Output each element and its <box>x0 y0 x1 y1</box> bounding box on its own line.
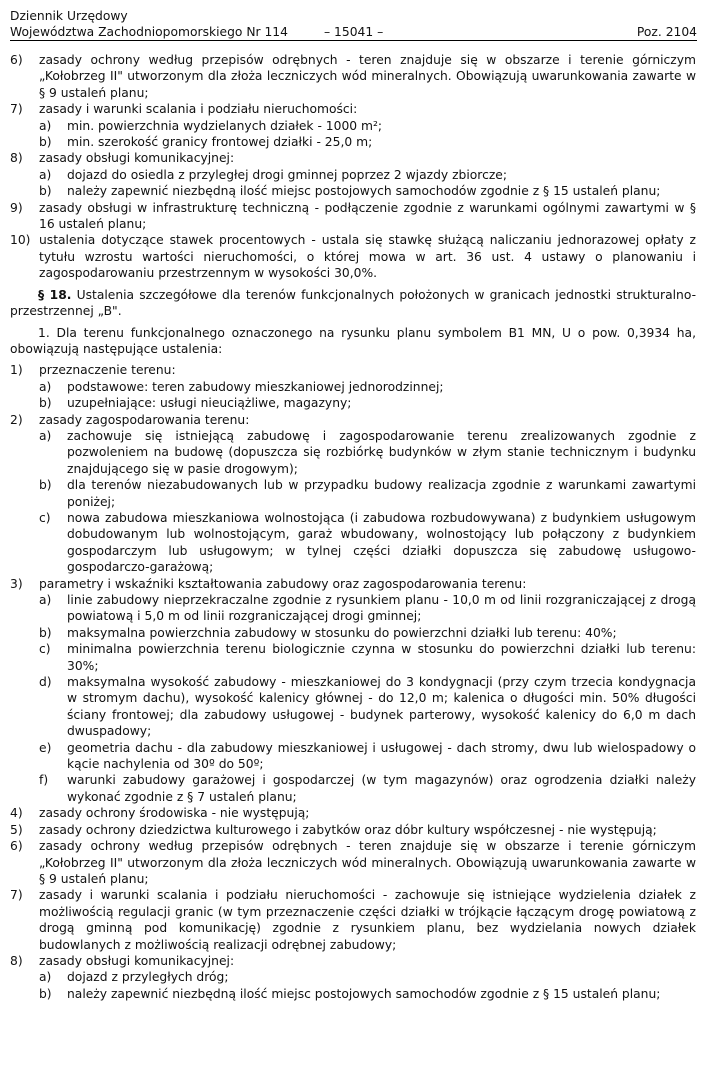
document-body <box>10 52 696 1002</box>
item-text: ustalenia dotyczące stawek procentowych - ustala się stawkę służącą naliczaniu jednorazowej opłaty z tytułu wzrostu wartości nieruchomości, o której mowa w art. 36 ust. 4 ustawy o planowaniu i zagospodarowaniu przestrzennym w wysokości 30,0%. <box>39 233 696 281</box>
sub-item <box>10 395 696 411</box>
item-number: 7) <box>10 102 23 117</box>
sub-item-text: warunki zabudowy garażowej i gospodarczej (w tym magazynów) oraz ogrodzenia działki należy wykonać zgodnie z § 7 ustaleń planu; <box>67 773 696 804</box>
sub-item-text: maksymalna powierzchnia zabudowy w stosunku do powierzchni działki lub terenu: 40%; <box>67 625 617 640</box>
item-number: 5) <box>10 822 23 837</box>
sub-item-text: dojazd z przyległych dróg; <box>67 970 229 985</box>
sub-item <box>10 674 696 740</box>
item-text: zasady obsługi komunikacyjnej: <box>39 953 235 968</box>
sub-item <box>10 969 696 985</box>
sub-item-letter: a) <box>39 970 52 985</box>
sub-item-letter: a) <box>39 118 52 133</box>
sub-item-text: należy zapewnić niezbędną ilość miejsc postojowych samochodów zgodnie z § 15 ustaleń planu; <box>67 184 661 199</box>
sub-item <box>10 592 696 625</box>
journal-title: Dziennik Urzędowy <box>10 9 128 23</box>
list-item <box>10 200 696 233</box>
sub-item-text: dojazd do osiedla z przyległej drogi gminnej poprzez 2 wjazdy zbiorcze; <box>67 167 507 182</box>
sub-item <box>10 641 696 674</box>
list-item <box>10 52 696 101</box>
list-item <box>10 362 696 378</box>
sub-item-text: należy zapewnić niezbędną ilość miejsc postojowych samochodów zgodnie z § 15 ustaleń planu; <box>67 986 661 1001</box>
journal-region: Województwa Zachodniopomorskiego Nr 114 <box>10 25 288 39</box>
sub-item-letter: a) <box>39 167 52 182</box>
sub-item-letter: b) <box>39 478 52 493</box>
sub-item <box>10 772 696 805</box>
page-number: – 15041 – <box>324 25 384 39</box>
item-number: 6) <box>10 53 23 67</box>
sub-item-text: podstawowe: teren zabudowy mieszkaniowej jednorodzinnej; <box>67 379 444 394</box>
list-item <box>10 887 696 953</box>
list-item <box>10 101 696 117</box>
sub-item-letter: c) <box>39 642 51 657</box>
list-item <box>10 805 696 821</box>
sub-item <box>10 625 696 641</box>
list-item <box>10 576 696 592</box>
sub-item-letter: b) <box>39 184 52 199</box>
sub-item <box>10 183 696 199</box>
item-number: 4) <box>10 806 23 821</box>
item-number: 8) <box>10 953 23 968</box>
sub-item <box>10 118 696 134</box>
item-number: 3) <box>10 576 23 591</box>
sub-item <box>10 134 696 150</box>
sub-item <box>10 986 696 1002</box>
item-number: 6) <box>10 839 23 854</box>
sub-item-letter: a) <box>39 379 52 394</box>
sub-item-text: linie zabudowy nieprzekraczalne zgodnie z rysunkiem planu - 10,0 m od linii rozgraniczającej z drogą powiatową i 5,0 m od linii rozgraniczającej drogi gminnej; <box>67 593 696 624</box>
sub-item-letter: b) <box>39 986 52 1001</box>
item-number: 1) <box>10 363 23 378</box>
item-number: 2) <box>10 412 23 427</box>
item-list <box>10 362 696 1002</box>
item-text: zasady obsługi w infrastrukturę techniczną - podłączenie zgodnie z warunkami ogólnymi zawartymi w § 16 ustaleń planu; <box>39 200 696 232</box>
item-text: zasady ochrony według przepisów odrębnych - teren znajduje się w obszarze i terenie górniczym „Kołobrzeg II" utworzonym dla złoża leczniczych wód mineralnych. Obowiązują uwarunkowania zawarte w § 9 ustaleń planu; <box>39 839 696 886</box>
item-number: 10) <box>10 233 31 248</box>
sub-item-text: min. powierzchnia wydzielanych działek - 1000 m²; <box>67 118 383 133</box>
list-item <box>10 838 696 887</box>
list-item <box>10 953 696 969</box>
section-text: Ustalenia szczegółowe dla terenów funkcjonalnych położonych w granicach jednostki strukturalno-przestrzennej „B". <box>10 287 697 319</box>
list-item <box>10 822 696 838</box>
item-text: zasady zagospodarowania terenu: <box>39 412 250 427</box>
list-item <box>10 412 696 428</box>
item-text: zasady ochrony dziedzictwa kulturowego i zabytków oraz dóbr kultury współczesnej - nie występują; <box>39 822 657 837</box>
item-text: zasady i warunki scalania i podziału nieruchomości: <box>39 102 358 117</box>
sub-item-letter: b) <box>39 625 52 640</box>
sub-item-letter: b) <box>39 135 52 150</box>
item-text: zasady i warunki scalania i podziału nieruchomości - zachowuje się istniejące wydzielenia działek z możliwością regulacji granic (w tym przeznaczenie części działki w trójkącie łączącym drogę powiatową z drogą gminną pod komunikację) zgodnie z rysunkiem planu, bez wydzielania nowych działek budowlanych z możliwością realizacji odrębnej zabudowy; <box>39 888 696 952</box>
sub-item <box>10 510 696 576</box>
sub-item-letter: f) <box>39 773 49 788</box>
intro-paragraph: 1. Dla terenu funkcjonalnego oznaczonego na rysunku planu symbolem B1 MN, U o pow. 0,3934 ha, obowiązują następujące ustalenia: <box>10 325 696 356</box>
section-heading <box>10 287 696 320</box>
section-label: § 18. <box>38 287 72 302</box>
sub-item <box>10 477 696 510</box>
sub-item-letter: b) <box>39 396 52 411</box>
sub-item-letter: a) <box>39 593 52 607</box>
document-header <box>10 6 697 41</box>
sub-item-text: min. szerokość granicy frontowej działki - 25,0 m; <box>67 135 373 150</box>
position-number: Poz. 2104 <box>636 25 697 39</box>
sub-item-text: nowa zabudowa mieszkaniowa wolnostojąca (i zabudowa rozbudowywana) z budynkiem usługowym dobudowanym lub wolnostojącym, garaż wbudowany, wolnostojący lub połączony z budynkiem gospodarczym lub usługowym; w tylnej części działki dopuszcza się zabudowę usługowo-gospodarczo-garażową; <box>67 510 696 575</box>
sub-item-text: dla terenów niezabudowanych lub w przypadku budowy realizacja zgodnie z warunkami zawartymi poniżej; <box>67 478 696 509</box>
sub-item-text: geometria dachu - dla zabudowy mieszkaniowej i usługowej - dach stromy, dwu lub wielospadowy o kącie nachylenia od 30º do 50º; <box>67 740 696 772</box>
top-item-list <box>10 52 696 282</box>
sub-item-text: maksymalna wysokość zabudowy - mieszkaniowej do 3 kondygnacji (przy czym trzecia kondygnacja w stromym dachu), wysokość kalenicy głównej - do 12,0 m; kalenica o długości min. 50% długości ściany frontowej; dla zabudowy usługowej - budynek parterowy, wysokość kalenicy do 6,0 m dach dwuspadowy; <box>67 675 696 739</box>
sub-item-letter: c) <box>39 510 51 525</box>
sub-item-text: uzupełniające: usługi nieuciążliwe, magazyny; <box>67 396 352 411</box>
item-text: zasady obsługi komunikacyjnej: <box>39 151 235 166</box>
sub-item-letter: e) <box>39 740 52 755</box>
item-number: 8) <box>10 151 23 166</box>
item-text: zasady ochrony według przepisów odrębnych - teren znajduje się w obszarze i terenie górniczym „Kołobrzeg II" utworzonym dla złoża leczniczych wód mineralnych. Obowiązują uwarunkowania zawarte w § 9 ustaleń planu; <box>39 53 696 100</box>
item-number: 9) <box>10 200 23 215</box>
sub-item <box>10 428 696 477</box>
item-text: parametry i wskaźniki kształtowania zabudowy oraz zagospodarowania terenu: <box>39 576 527 591</box>
sub-item-letter: d) <box>39 675 52 690</box>
item-number: 7) <box>10 888 23 903</box>
sub-item <box>10 740 696 773</box>
sub-item <box>10 379 696 395</box>
item-text: przeznaczenie terenu: <box>39 363 176 378</box>
list-item <box>10 232 696 281</box>
sub-item-text: minimalna powierzchnia terenu biologicznie czynna w stosunku do powierzchni działki lub terenu: 30%; <box>67 642 696 673</box>
item-text: zasady ochrony środowiska - nie występują; <box>39 806 310 821</box>
sub-item <box>10 167 696 183</box>
sub-item-letter: a) <box>39 428 52 443</box>
list-item <box>10 150 696 166</box>
sub-item-text: zachowuje się istniejącą zabudowę i zagospodarowanie terenu zrealizowanych zgodnie z pozwoleniem na budowę (dopuszcza się rozbiórkę budynków w złym stanie technicznym i budynku znajdującego się w pasie drogowym); <box>67 428 696 476</box>
